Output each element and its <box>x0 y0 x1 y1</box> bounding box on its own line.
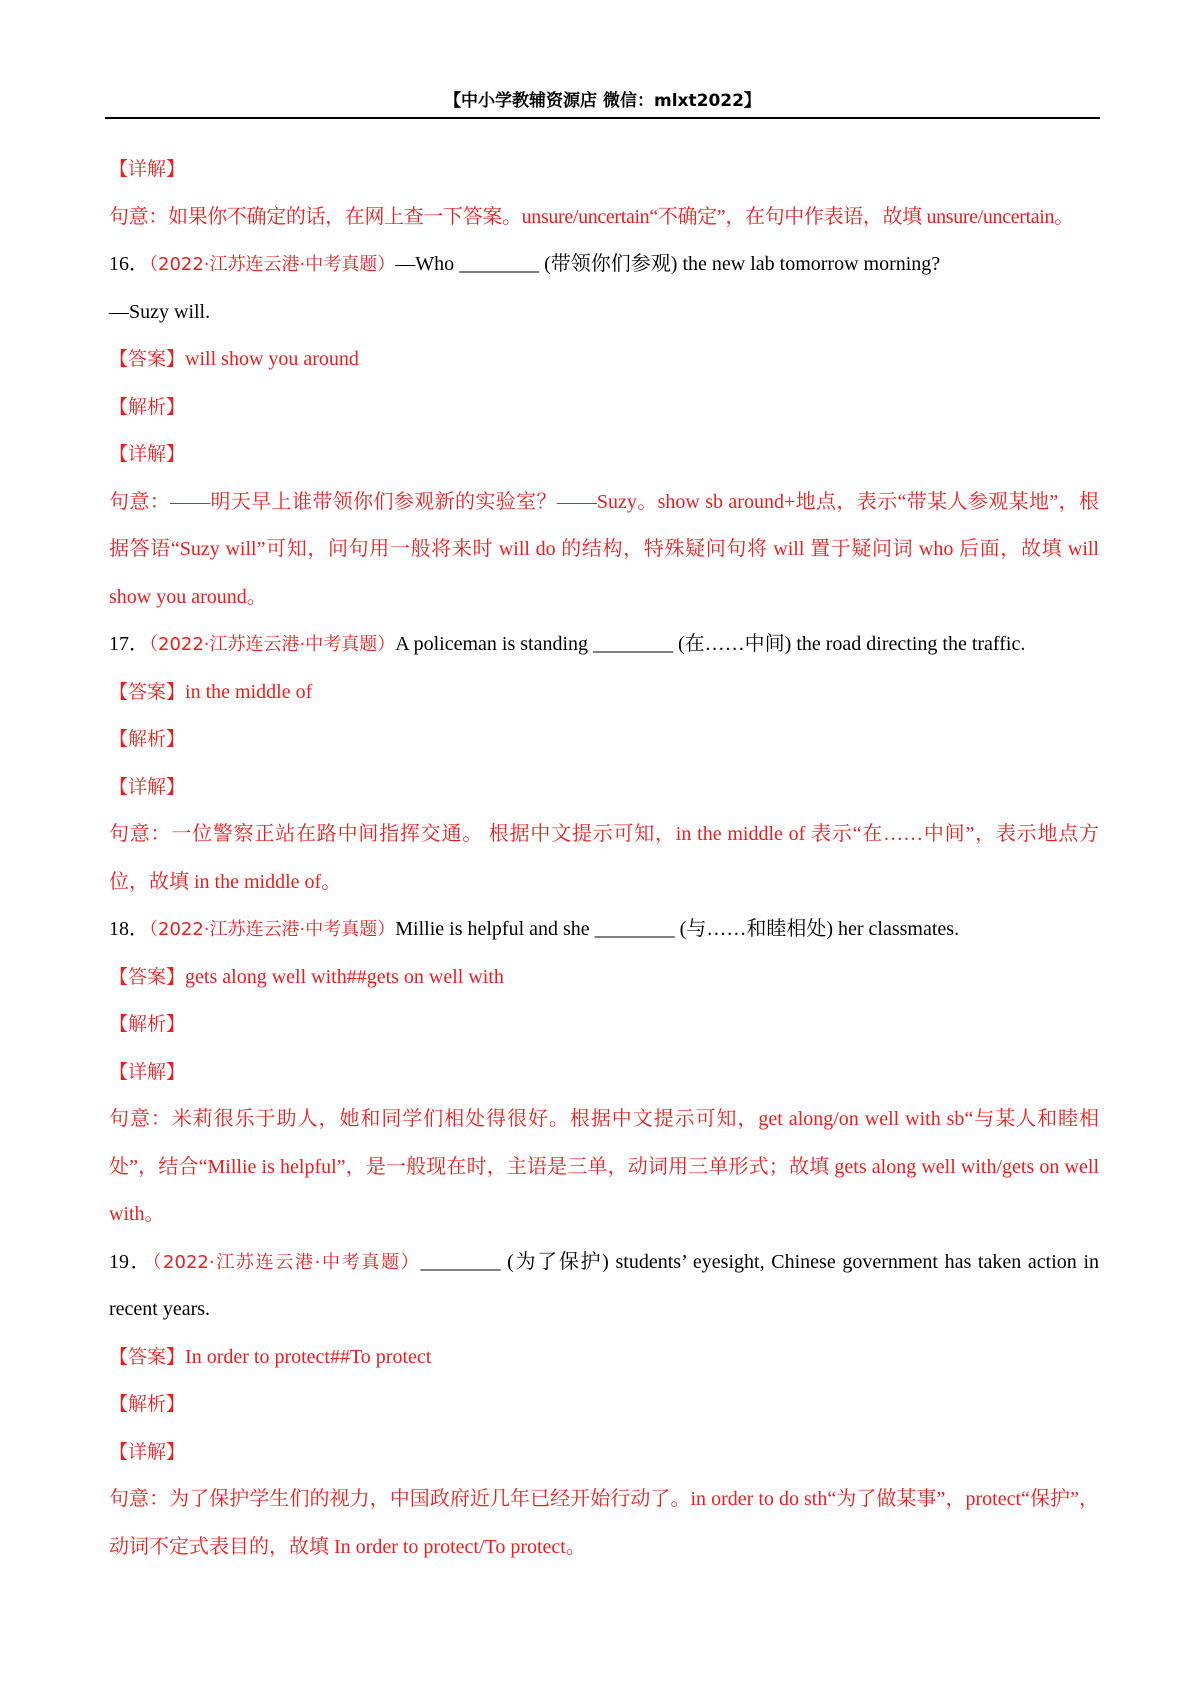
answer-tag: 【 答案 】 <box>109 681 185 703</box>
question-stem-reply: —Suzy will. <box>109 300 211 323</box>
analysis-tag: 【 解析 】 <box>109 1393 185 1415</box>
analysis-label-row <box>109 1381 1099 1429</box>
question-source: （ 2022·江苏连云港·中考真题 ） <box>149 634 395 655</box>
page-content <box>109 146 1099 1571</box>
explanation-text: 句意：为了保护学生们的视力，中国政府近几年已经开始行动了。in order to do sth“为了做某事”，protect“保护”，动词不定式表目的，故填 In order to protect/To protect。 <box>109 1488 1099 1558</box>
explanation-text: 句意：——明天早上谁带领你们参观新的实验室？——Suzy。show sb around+地点，表示“带某人参观某地”，根据答语“Suzy will”可知，问句用一般将来时 will do 的结构，特殊疑问句将 will 置于疑问词 who 后面，故填 will show you around。 <box>109 490 1099 608</box>
answer-text: In order to protect##To protect <box>185 1345 432 1368</box>
answer-tag: 【 答案 】 <box>109 348 185 370</box>
question-16 <box>109 241 1099 289</box>
question-stem: —Who ________ (带领你们参观) the new lab tomorrow morning? <box>395 253 941 275</box>
analysis-label-row <box>109 1001 1099 1049</box>
analysis-label-row <box>109 384 1099 432</box>
detail-label-row <box>109 764 1099 812</box>
detail-tag: 【 详解 】 <box>109 443 185 465</box>
question-number: 17． <box>109 633 149 655</box>
analysis-tag: 【 解析 】 <box>109 728 185 750</box>
question-source: （ 2022·江苏连云港·中考真题 ） <box>149 254 395 275</box>
question-number: 19． <box>109 1250 153 1273</box>
question-number: 16． <box>109 253 149 275</box>
answer-text: will show you around <box>185 348 359 370</box>
detail-tag: 【 详解 】 <box>109 1061 185 1083</box>
question-number: 18． <box>109 918 149 940</box>
answer-row <box>109 669 1099 717</box>
detail-label-row <box>109 1049 1099 1097</box>
question-source: （ 2022·江苏连云港·中考真题 ） <box>152 1252 420 1273</box>
explanation-text: 句意：如果你不确定的话，在网上查一下答案。unsure/uncertain“不确定”，在句中作表语，故填 unsure/uncertain。 <box>109 205 1074 228</box>
analysis-tag: 【 解析 】 <box>109 1013 185 1035</box>
answer-row <box>109 1334 1099 1382</box>
question-17 <box>109 621 1099 669</box>
detail-tag: 【 详解 】 <box>109 776 185 798</box>
question-stem: ________ (为了保护) students’ eyesight, Chinese government has taken action in recent years. <box>109 1250 1100 1320</box>
question-source: （ 2022·江苏连云港·中考真题 ） <box>149 919 395 940</box>
answer-tag: 【 答案 】 <box>109 1346 185 1368</box>
answer-row <box>109 336 1099 384</box>
detail-tag: 【 详解 】 <box>109 158 185 180</box>
analysis-tag: 【 解析 】 <box>109 396 185 418</box>
question-18 <box>109 906 1099 954</box>
answer-tag: 【 答案 】 <box>109 966 185 988</box>
answer-text: gets along well with##gets on well with <box>185 965 504 988</box>
detail-label-row <box>109 146 1099 194</box>
detail-label-row <box>109 431 1099 479</box>
analysis-label-row <box>109 716 1099 764</box>
detail-tag: 【 详解 】 <box>109 1441 185 1463</box>
explanation-text: 句意：一位警察正站在路中间指挥交通。 根据中文提示可知，in the middle of 表示“在……中间”，表示地点方位，故填 in the middle of。 <box>109 823 1099 893</box>
detail-label-row <box>109 1429 1099 1477</box>
question-19 <box>109 1239 1099 1334</box>
answer-row <box>109 954 1099 1002</box>
page-header: 【中小学教辅资源店 微信：mlxt2022】 <box>105 86 1100 119</box>
question-stem: Millie is helpful and she ________ (与……和睦相处) her classmates. <box>395 918 960 940</box>
answer-text: in the middle of <box>185 680 313 703</box>
explanation-text: 句意：米莉很乐于助人，她和同学们相处得很好。根据中文提示可知，get along/on well with sb“与某人和睦相处”，结合“Millie is helpful”，是一般现在时，主语是三单，动词用三单形式；故填 gets along well with/gets on well with。 <box>109 1108 1099 1225</box>
question-stem: A policeman is standing ________ (在……中间) the road directing the traffic. <box>395 633 1026 655</box>
